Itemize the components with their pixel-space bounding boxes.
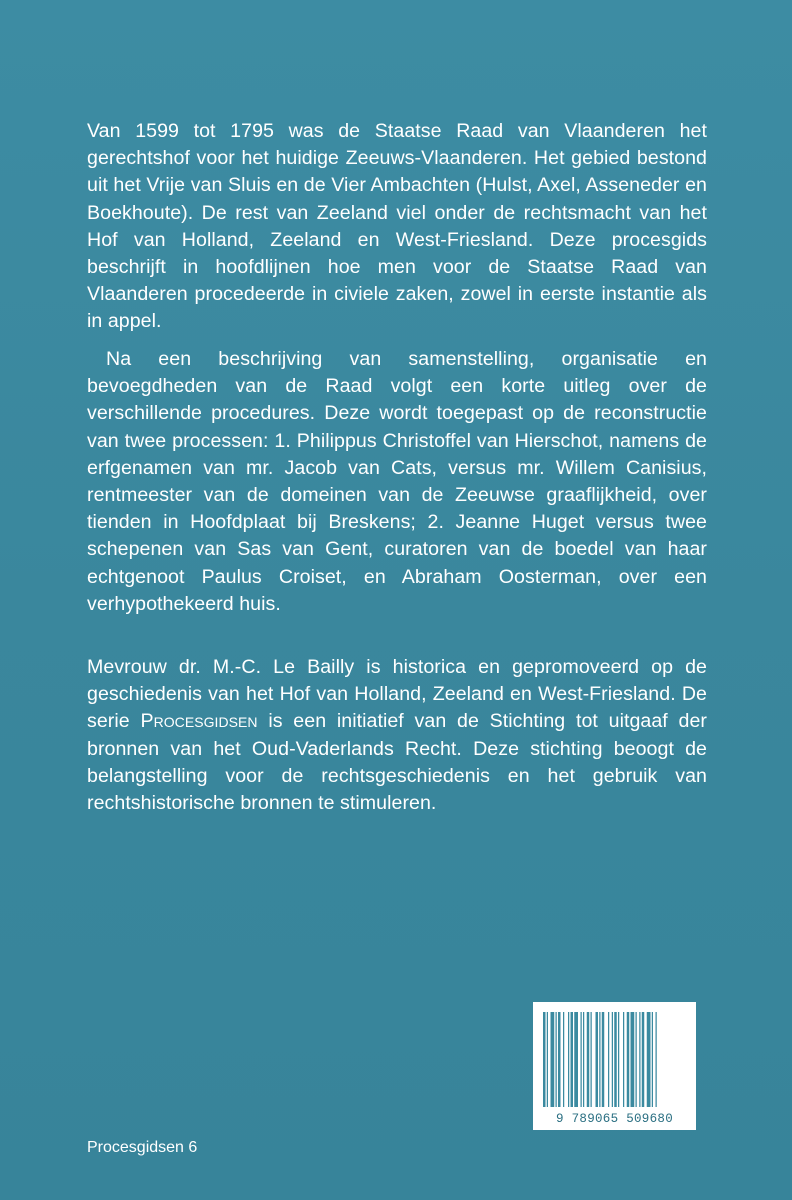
barcode-bar (612, 1012, 613, 1107)
barcode-bar (543, 1012, 546, 1107)
barcode-bar (642, 1012, 645, 1107)
barcode-bar (563, 1012, 564, 1107)
author-text-after: is een initiatief van de Stichting tot uitgaaf der bronnen van het Oud-Vaderlands Recht. Deze stichting beoogt de belangstelling voor de rechtsgeschiedenis en het gebruik van rechtshistorische bronnen te stimuleren. (87, 710, 707, 815)
author-paragraph (87, 654, 707, 817)
barcode-bar (608, 1012, 609, 1107)
barcode-bars-icon (541, 1012, 688, 1107)
barcode-bar (587, 1012, 590, 1107)
barcode-bar (614, 1012, 617, 1107)
barcode-bar (591, 1012, 592, 1107)
barcode-bar (636, 1012, 637, 1107)
series-name: Procesgidsen (140, 710, 258, 733)
summary-paragraph-1-text: Van 1599 tot 1795 was de Staatse Raad van Vlaanderen het gerechtshof voor het huidige Zeeuws-Vlaanderen. Het gebied bestond uit het Vrije van Sluis en de Vier Ambachten (Hulst, Axel, Asseneder en Boekhoute). De rest van Zeeland viel onder de rechtsmacht van het Hof van Holland, Zeeland en West-Friesland. Deze procesgids beschrijft in hoofdlijnen hoe men voor de Staatse Raad van Vlaanderen procedeerde in civiele zaken, zowel in eerste instantie als in appel. (87, 120, 707, 333)
barcode-bar (627, 1012, 630, 1107)
barcode-bar (581, 1012, 582, 1107)
barcode-digits: 9 789065 509680 (555, 1112, 674, 1126)
summary-paragraph-2-text: Na een beschrijving van samenstelling, organisatie en bevoegdheden van de Raad volgt een korte uitleg over de verschillende procedures. Deze wordt toegepast op de reconstructie van twee processen: 1. Philippus Christoffel van Hierschot, namens de erfgenamen van mr. Jacob van Cats, versus mr. Willem Canisius, rentmeester van de domeinen van de Zeeuwse graaflijkheid, over tienden in Hoofdplaat bij Breskens; 2. Jeanne Huget versus twee schepenen van Sas van Gent, curatoren van de boedel van haar echtgenoot Paulus Croiset, en Abraham Oosterman, over een verhypothekeerd huis. (87, 348, 707, 615)
summary-paragraph-1 (87, 118, 707, 336)
barcode-bar (551, 1012, 555, 1107)
barcode-bar (656, 1012, 657, 1107)
barcode-bar (568, 1012, 569, 1107)
barcode-bar (556, 1012, 557, 1107)
author-paragraph-text (87, 654, 707, 817)
author-text-before: Mevrouw dr. M.-C. Le Bailly is historica en gepromoveerd op de geschiedenis van het Hof van Holland, Zeeland en West-Friesland. De serie (87, 656, 707, 733)
barcode-bar (571, 1012, 574, 1107)
barcode (533, 1002, 696, 1130)
barcode-bar (618, 1012, 619, 1107)
barcode-bar (623, 1012, 624, 1107)
barcode-bar (652, 1012, 653, 1107)
barcode-bar (583, 1012, 584, 1107)
summary-paragraph-2 (87, 346, 707, 618)
barcode-bar (596, 1012, 599, 1107)
barcode-bar (631, 1012, 635, 1107)
series-label: Procesgidsen 6 (87, 1139, 198, 1156)
barcode-bar (547, 1012, 548, 1107)
barcode-bar (602, 1012, 605, 1107)
barcode-bar (647, 1012, 651, 1107)
barcode-bar (558, 1012, 561, 1107)
barcode-bar (574, 1012, 578, 1107)
barcode-bar (639, 1012, 640, 1107)
barcode-bar (599, 1012, 600, 1107)
